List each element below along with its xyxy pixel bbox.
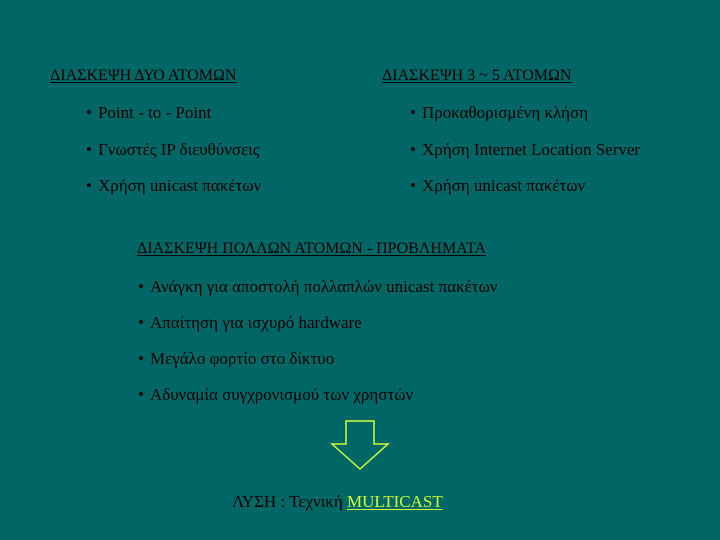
problem-item — [138, 349, 334, 369]
bullet-dot: • — [86, 103, 92, 122]
heading-two-person: ΔΙΑΣΚΕΨΗ ΔΥΟ ΑΤΟΜΩΝ — [50, 67, 237, 84]
bullet-dot: • — [410, 103, 416, 122]
bullet-dot: • — [138, 349, 144, 368]
three-to-five-item-text: Χρήση Internet Location Server — [421, 140, 641, 159]
problem-item-text: Μεγάλο φορτίο στο δίκτυο — [149, 349, 335, 368]
two-person-item — [86, 176, 261, 196]
problem-item — [138, 277, 497, 297]
two-person-item — [86, 140, 260, 160]
bullet-dot: • — [138, 385, 144, 404]
two-person-item-text: Γνωστές IP διευθύνσεις — [97, 140, 260, 159]
two-person-item-text: Χρήση unicast πακέτων — [97, 176, 262, 195]
three-to-five-item — [410, 140, 640, 160]
solution-prefix: ΛΥΣΗ : Τεχνική — [232, 492, 347, 511]
bullet-dot: • — [410, 176, 416, 195]
bullet-dot: • — [86, 176, 92, 195]
bullet-dot: • — [410, 140, 416, 159]
problem-item-text: Αδυναμία συγχρονισμού των χρηστών — [149, 385, 414, 404]
solution-text — [232, 492, 443, 512]
three-to-five-item — [410, 103, 588, 123]
down-arrow-icon — [330, 420, 390, 472]
three-to-five-item-text: Προκαθορισμένη κλήση — [421, 103, 589, 122]
down-arrow-shape — [332, 421, 388, 469]
problem-item — [138, 313, 362, 333]
bullet-dot: • — [138, 277, 144, 296]
three-to-five-item — [410, 176, 585, 196]
bullet-dot: • — [86, 140, 92, 159]
problem-item-text: Απαίτηση για ισχυρό hardware — [149, 313, 362, 332]
solution-highlight: MULTICAST — [346, 492, 443, 511]
problem-item-text: Ανάγκη για αποστολή πολλαπλών unicast πακέτων — [149, 277, 498, 296]
three-to-five-item-text: Χρήση unicast πακέτων — [421, 176, 586, 195]
bullet-dot: • — [138, 313, 144, 332]
problem-item — [138, 385, 413, 405]
two-person-item — [86, 103, 211, 123]
two-person-item-text: Point - to - Point — [97, 103, 212, 122]
heading-problems: ΔΙΑΣΚΕΨΗ ΠΟΛΛΩΝ ΑΤΟΜΩΝ - ΠΡΟΒΛΗΜΑΤΑ — [137, 240, 487, 257]
heading-three-to-five: ΔΙΑΣΚΕΨΗ 3 ~ 5 ΑΤΟΜΩΝ — [382, 67, 572, 84]
